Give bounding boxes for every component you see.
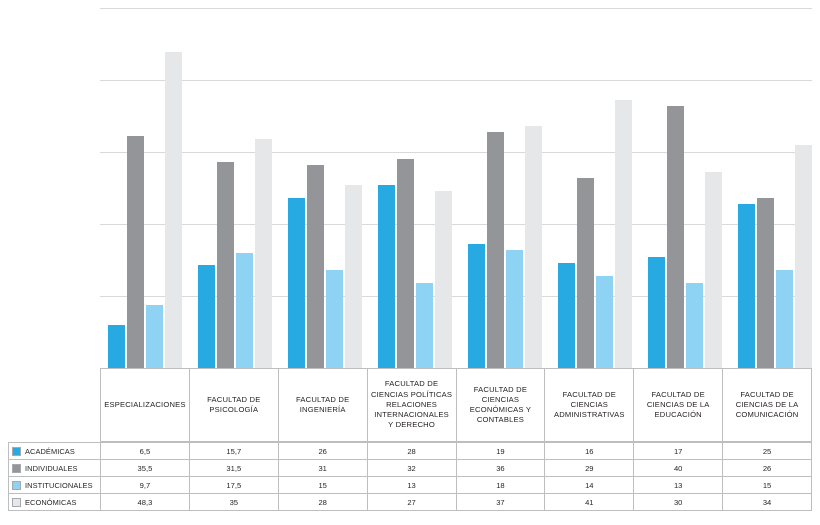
table-cell: 13: [634, 477, 723, 494]
table-row: [9, 443, 812, 460]
bar: [217, 162, 234, 368]
bar: [307, 165, 324, 368]
bar: [435, 191, 452, 368]
legend-swatch-icon: [12, 464, 21, 473]
table-cell: 15: [723, 477, 812, 494]
bar: [757, 198, 774, 368]
table-cell: 34: [723, 494, 812, 511]
table-cell: 27: [368, 494, 457, 511]
bar: [596, 276, 613, 368]
data-table: [8, 442, 812, 511]
bar: [345, 185, 362, 368]
bar: [326, 270, 343, 368]
bar: [236, 253, 253, 368]
table-cell: 9,7: [101, 477, 190, 494]
table-cell: 14: [545, 477, 634, 494]
legend-label: ACADÉMICAS: [25, 446, 75, 456]
category-label: ESPECIALIZACIONES: [101, 369, 190, 441]
table-cell: 36: [457, 460, 546, 477]
bar: [397, 159, 414, 368]
legend-entry: [9, 460, 101, 477]
legend-swatch-icon: [12, 498, 21, 507]
category-label: FACULTAD DE CIENCIAS POLÍTICAS RELACIONES INTERNACIONALES Y DERECHO: [368, 369, 457, 441]
legend-label: INSTITUCIONALES: [25, 480, 93, 490]
category-label: FACULTAD DE CIENCIAS ADMINISTRATIVAS: [545, 369, 634, 441]
table-cell: 15,7: [190, 443, 279, 460]
table-cell: 13: [368, 477, 457, 494]
legend-entry: [9, 477, 101, 494]
category-label: FACULTAD DE CIENCIAS DE LA COMUNICACIÓN: [723, 369, 812, 441]
table-cell: 32: [368, 460, 457, 477]
bar: [648, 257, 665, 368]
bar: [577, 178, 594, 368]
table-cell: 6,5: [101, 443, 190, 460]
bar: [468, 244, 485, 368]
category-label: FACULTAD DE INGENIERÍA: [279, 369, 368, 441]
table-cell: 26: [723, 460, 812, 477]
bar-group: [100, 8, 190, 368]
table-cell: 41: [545, 494, 634, 511]
table-cell: 40: [634, 460, 723, 477]
bar: [795, 145, 812, 368]
legend-entry: [9, 494, 101, 511]
table-cell: 18: [457, 477, 546, 494]
category-label: FACULTAD DE CIENCIAS ECONÓMICAS Y CONTABLES: [457, 369, 546, 441]
legend-swatch-icon: [12, 481, 21, 490]
bar-group: [640, 8, 730, 368]
table-cell: 15: [279, 477, 368, 494]
table-cell: 48,3: [101, 494, 190, 511]
table-cell: 28: [368, 443, 457, 460]
bar: [705, 172, 722, 368]
table-cell: 31,5: [190, 460, 279, 477]
bar: [525, 126, 542, 368]
table-row: [9, 460, 812, 477]
bar-group: [370, 8, 460, 368]
table-cell: 19: [457, 443, 546, 460]
bar: [686, 283, 703, 368]
table-cell: 25: [723, 443, 812, 460]
category-label: FACULTAD DE PSICOLOGÍA: [190, 369, 279, 441]
table-cell: 35,5: [101, 460, 190, 477]
bar: [108, 325, 125, 368]
bar: [255, 139, 272, 368]
bar-group: [190, 8, 280, 368]
plot-area: [100, 8, 812, 368]
category-label: FACULTAD DE CIENCIAS DE LA EDUCACIÓN: [634, 369, 723, 441]
bar: [378, 185, 395, 368]
legend-label: INDIVIDUALES: [25, 463, 78, 473]
legend-label: ECONÓMICAS: [25, 497, 77, 507]
bar: [487, 132, 504, 368]
table-row: [9, 494, 812, 511]
table-cell: 26: [279, 443, 368, 460]
table-cell: 29: [545, 460, 634, 477]
bar: [416, 283, 433, 368]
bar-group: [460, 8, 550, 368]
bar: [776, 270, 793, 368]
category-axis: [100, 368, 812, 442]
table-cell: 31: [279, 460, 368, 477]
legend-swatch-icon: [12, 447, 21, 456]
table-cell: 17: [634, 443, 723, 460]
bar: [198, 265, 215, 368]
bar: [558, 263, 575, 368]
table-cell: 35: [190, 494, 279, 511]
table-cell: 37: [457, 494, 546, 511]
bar-group: [730, 8, 820, 368]
table-row: [9, 477, 812, 494]
bar: [667, 106, 684, 368]
bar: [738, 204, 755, 368]
bar-group: [550, 8, 640, 368]
bar: [146, 305, 163, 368]
table-cell: 16: [545, 443, 634, 460]
bar-group: [280, 8, 370, 368]
bar: [615, 100, 632, 368]
legend-entry: [9, 443, 101, 460]
table-cell: 30: [634, 494, 723, 511]
bar: [506, 250, 523, 368]
bar-groups: [100, 8, 812, 368]
bar: [127, 136, 144, 368]
bar: [288, 198, 305, 368]
table-cell: 28: [279, 494, 368, 511]
bar: [165, 52, 182, 368]
table-cell: 17,5: [190, 477, 279, 494]
